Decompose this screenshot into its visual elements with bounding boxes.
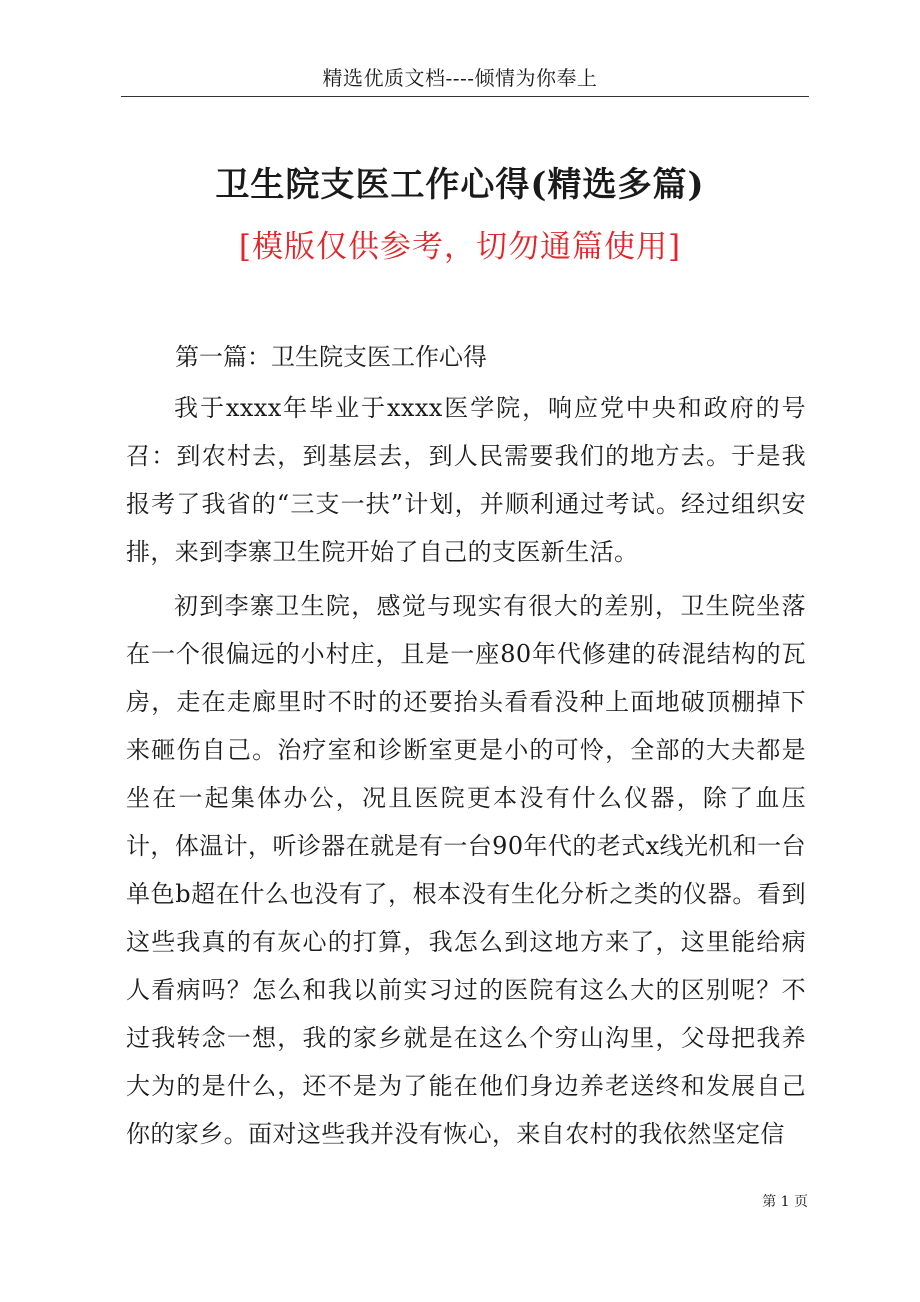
body-text — [126, 384, 806, 1158]
section-heading: 第一篇：卫生院支医工作心得 — [175, 343, 487, 371]
running-header: 精选优质文档----倾情为你奉上 — [322, 66, 598, 90]
document-title: 卫生院支医工作心得(精选多篇) — [215, 165, 705, 205]
paragraph: 初到李寨卫生院，感觉与现实有很大的差别，卫生院坐落在一个很偏远的小村庄，且是一座80年代修建的砖混结构的瓦房，走在走廊里时不时的还要抬头看看没种上面地破顶棚掉下来砸伤自己。治疗室和诊断室更是小的可怜，全部的大夫都是坐在一起集体办公，况且医院更本没有什么仪器，除了血压计，体温计，听诊器在就是有一台90年代的老式x线光机和一台单色b超在什么也没有了，根本没有生化分析之类的仪器。看到这些我真的有灰心的打算，我怎么到这地方来了，这里能给病人看病吗？怎么和我以前实习过的医院有这么大的区别呢？不过我转念一想，我的家乡就是在这么个穷山沟里，父母把我养大为的是什么，还不是为了能在他们身边养老送终和发展自己你的家乡。面对这些我并没有恢心，来自农村的我依然坚定信 — [126, 592, 806, 1148]
page-number: 第 1 页 — [762, 1194, 808, 1210]
header-divider — [121, 96, 809, 97]
document-subtitle: [模版仅供参考，切勿通篇使用] — [238, 229, 682, 265]
paragraph: 我于xxxx年毕业于xxxx医学院，响应党中央和政府的号召：到农村去，到基层去，到人民需要我们的地方去。于是我报考了我省的“三支一扶”计划，并顺利通过考试。经过组织安排，来到李寨卫生院开始了自己的支医新生活。 — [126, 394, 806, 566]
